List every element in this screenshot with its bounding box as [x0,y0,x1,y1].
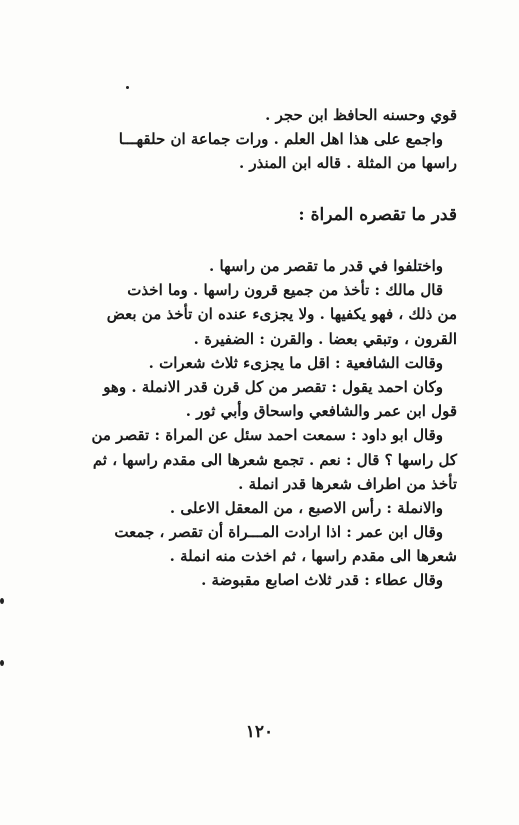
opening-paragraph [62,103,457,176]
print-speck [0,660,4,666]
text-line: راسها من المثلة . قاله ابن المنذر . [238,154,457,173]
text-line: القرون ، وتبقي بعضا . والقرن : الضفيرة . [193,329,457,348]
section-body [62,254,457,593]
text-line: وقال عطاء : قدر ثلاث اصابع مقبوضة . [201,571,443,590]
text-line: كل راسها ؟ قال : نعم . تجمع شعرها الى مقدم راسها ، ثم [92,450,457,469]
text-line: قال مالك : تأخذ من جميع قرون راسها . وما اخذت [127,281,443,300]
text-line: من ذلك ، فهو يكفيها . ولا يجزىء عنده ان تأخذ من بعض [106,305,457,324]
text-line: وقال ابو داود : سمعت احمد سئل عن المراة : تقصر من [91,426,443,445]
text-line: شعرها الى مقدم راسها ، ثم اخذت منه انملة . [169,547,457,566]
text-line: قوي وحسنه الحافظ ابن حجر . [265,106,457,124]
text-line: وقال ابن عمر : اذا ارادت المـــراة أن تقصر ، جمعت [114,523,443,542]
page-number: ١٢٠ [245,722,274,742]
text-line: وقالت الشافعية : اقل ما يجزىء ثلاث شعرات . [148,353,443,372]
text-line: واختلفوا في قدر ما تقصر من راسها . [209,257,443,275]
print-speck [0,598,4,604]
text-line: والانملة : رأس الاصبع ، من المعقل الاعلى . [169,498,443,517]
text-line: قول ابن عمر والشافعي واسحاق وأبي ثور . [185,402,457,421]
print-speck [126,86,129,89]
text-line: تأخذ من اطراف شعرها قدر انملة . [238,474,457,493]
text-line: واجمع على هذا اهل العلم . ورات جماعة ان حلقهـــا [118,130,443,149]
text-line: وكان احمد يقول : تقصر من كل قرن قدر الانملة . وهو [103,377,443,396]
section-heading: قدر ما تقصره المراة : [298,205,457,225]
